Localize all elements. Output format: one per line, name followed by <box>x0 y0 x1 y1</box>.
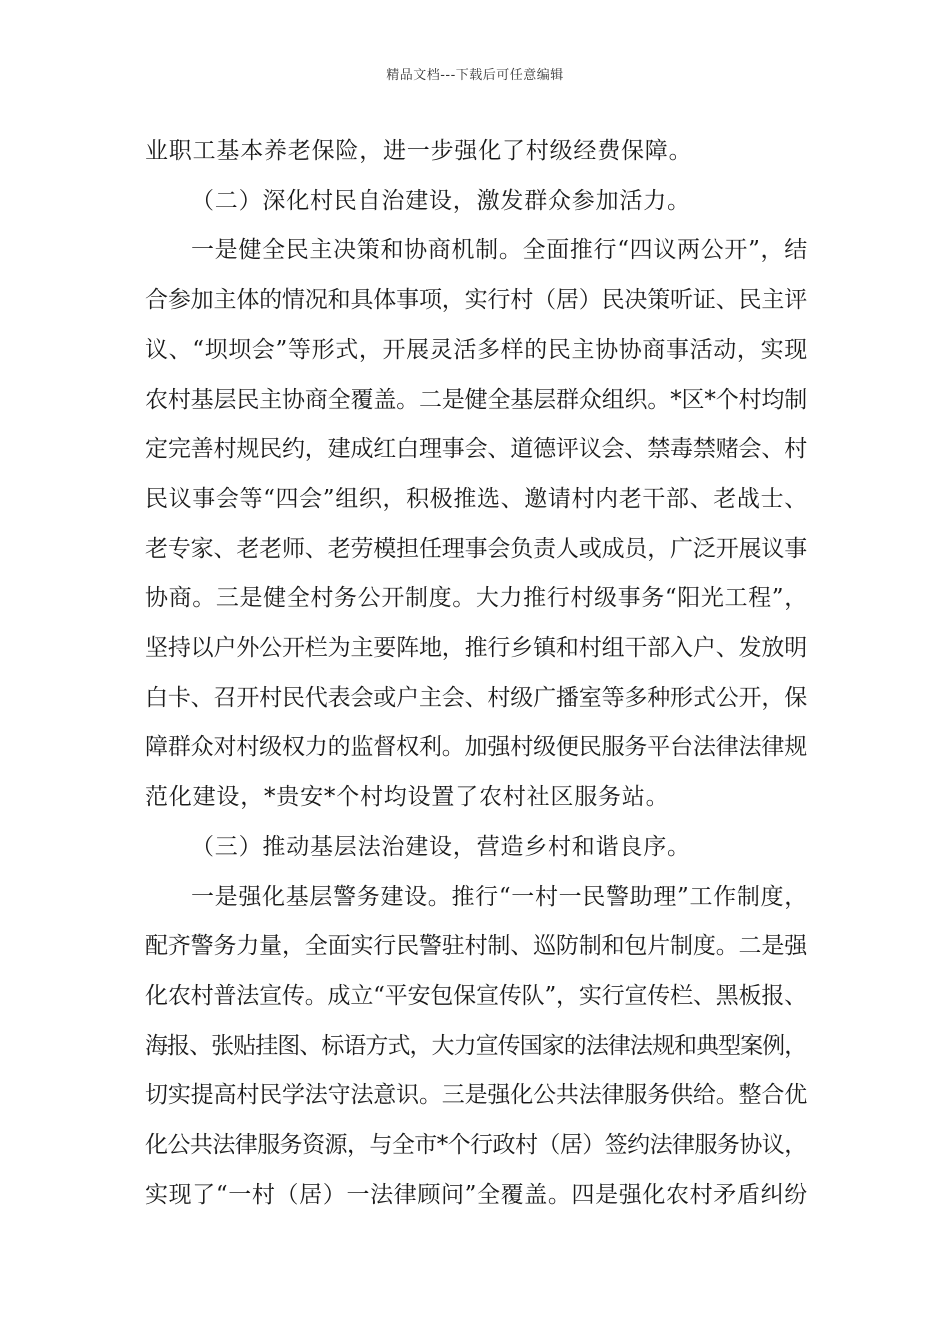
paragraph-line: 合参加主体的情况和具体事项，实行村（居）民决策听证、民主评 <box>145 287 808 313</box>
paragraph-line: 农村基层民主协商全覆盖。二是健全基层群众组织。*区*个村均制 <box>145 387 808 413</box>
page-header: 精品文档---下载后可任意编辑 <box>386 68 564 83</box>
paragraph-line: 议、“坝坝会”等形式，开展灵活多样的民主协协商事活动，实现 <box>145 337 808 363</box>
paragraph-line: 白卡、召开村民代表会或户主会、村级广播室等多种形式公开，保 <box>145 685 808 711</box>
paragraph-line: 化农村普法宣传。成立“平安包保宣传队”，实行宣传栏、黑板报、 <box>145 983 808 1009</box>
paragraph-line: 障群众对村级权力的监督权利。加强村级便民服务平台法律法律规 <box>145 734 808 760</box>
paragraph-line: 坚持以户外公开栏为主要阵地，推行乡镇和村组干部入户、发放明 <box>145 635 808 661</box>
paragraph-line: 范化建设，*贵安*个村均设置了农村社区服务站。 <box>145 784 670 810</box>
paragraph-first-line: 一是健全民主决策和协商机制。全面推行“四议两公开”，结 <box>191 237 808 263</box>
paragraph-first-line: 一是强化基层警务建设。推行“一村一民警助理”工作制度， <box>191 884 808 910</box>
paragraph-line: 老专家、老老师、老劳模担任理事会负责人或成员，广泛开展议事 <box>145 536 808 562</box>
paragraph-line: 业职工基本养老保险，进一步强化了村级经费保障。 <box>145 138 693 164</box>
paragraph-line: 海报、张贴挂图、标语方式，大力宣传国家的法律法规和典型案例， <box>145 1033 807 1059</box>
paragraph-line: 实现了“一村（居）一法律顾问”全覆盖。四是强化农村矛盾纠纷 <box>145 1182 808 1208</box>
paragraph-line: 定完善村规民约，建成红白理事会、道德评议会、禁毒禁赌会、村 <box>145 436 808 462</box>
paragraph-line: 民议事会等“四会”组织，积极推选、邀请村内老干部、老战士、 <box>145 486 808 512</box>
paragraph-line: 化公共法律服务资源，与全市*个行政村（居）签约法律服务协议， <box>145 1132 807 1158</box>
paragraph-line: 协商。三是健全村务公开制度。大力推行村级事务“阳光工程”， <box>145 585 808 611</box>
paragraph-first-line: （三）推动基层法治建设，营造乡村和谐良序。 <box>191 834 691 860</box>
paragraph-first-line: （二）深化村民自治建设，激发群众参加活力。 <box>191 188 691 214</box>
paragraph-line: 配齐警务力量，全面实行民警驻村制、巡防制和包片制度。二是强 <box>145 933 808 959</box>
paragraph-line: 切实提高村民学法守法意识。三是强化公共法律服务供给。整合优 <box>145 1082 808 1108</box>
